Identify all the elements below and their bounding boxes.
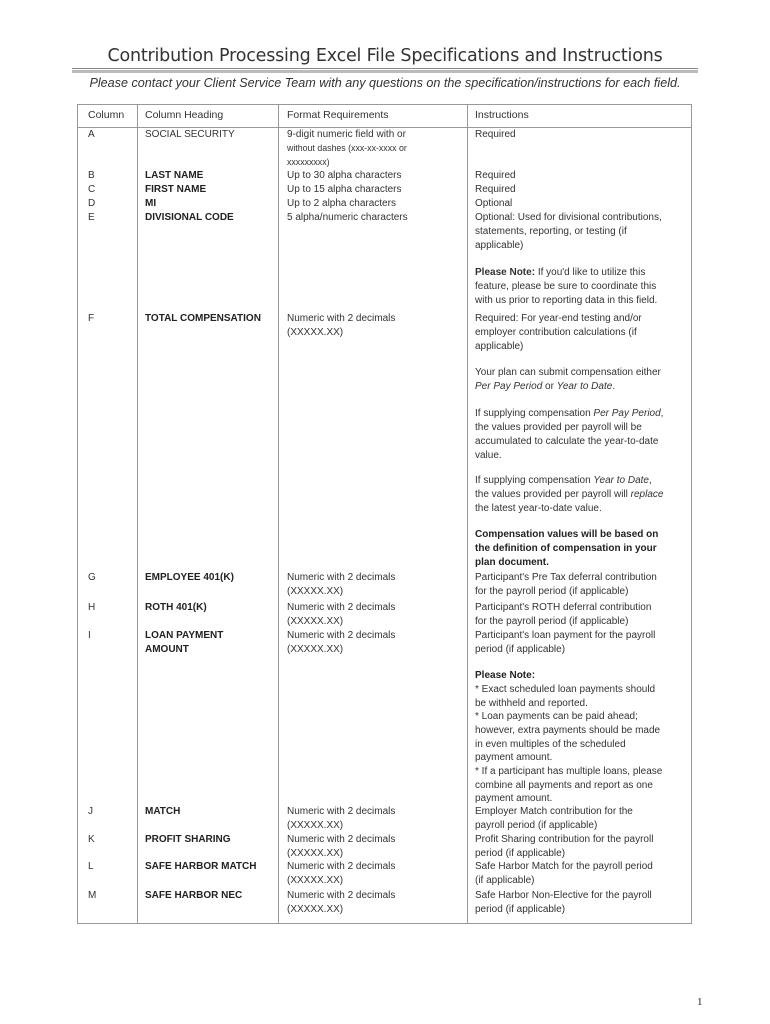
- row-k-instructions: Profit Sharing contribution for the payroll: [475, 834, 654, 845]
- title-rule-thick: [72, 70, 698, 73]
- row-d-format: Up to 2 alpha characters: [287, 198, 396, 209]
- row-a-format: xxxxxxxxx): [287, 157, 330, 167]
- text: If supplying compensation: [475, 475, 594, 486]
- header-column-heading: Column Heading: [145, 109, 224, 121]
- column-divider: [278, 105, 279, 923]
- row-j-instructions: payroll period (if applicable): [475, 820, 598, 831]
- row-f-paragraph: [475, 380, 615, 394]
- title-rule: [72, 68, 698, 69]
- row-j-format: Numeric with 2 decimals: [287, 806, 396, 817]
- row-j-heading: MATCH: [145, 806, 181, 817]
- row-f-paragraph: Your plan can submit compensation either: [475, 367, 661, 378]
- row-i-note: * If a participant has multiple loans, please: [475, 766, 663, 777]
- row-e-note: [475, 266, 645, 280]
- row-f-paragraph: [475, 407, 663, 421]
- row-h-heading: ROTH 401(K): [145, 602, 207, 613]
- row-f-format: Numeric with 2 decimals: [287, 313, 396, 324]
- row-i-note: be withheld and reported.: [475, 698, 588, 709]
- row-f-paragraph: [475, 488, 663, 502]
- row-f-instructions: applicable): [475, 341, 524, 352]
- row-i-format: (XXXXX.XX): [287, 644, 344, 655]
- row-e-heading: DIVISIONAL CODE: [145, 212, 234, 223]
- row-f-bold-note: plan document.: [475, 557, 549, 568]
- row-i-heading: AMOUNT: [145, 644, 189, 655]
- row-i-column: I: [88, 630, 91, 641]
- row-g-column: G: [88, 572, 96, 583]
- row-h-format: Numeric with 2 decimals: [287, 602, 396, 613]
- row-g-format: (XXXXX.XX): [287, 586, 344, 597]
- row-b-format: Up to 30 alpha characters: [287, 170, 402, 181]
- row-l-format: Numeric with 2 decimals: [287, 861, 396, 872]
- row-k-instructions: period (if applicable): [475, 848, 566, 859]
- row-a-format: 9-digit numeric field with or: [287, 129, 406, 140]
- italic-text: Year to Date: [556, 381, 613, 392]
- header-column: Column: [88, 109, 125, 121]
- row-k-heading: PROFIT SHARING: [145, 834, 231, 845]
- row-c-column: C: [88, 184, 96, 195]
- italic-text: Year to Date: [593, 475, 649, 486]
- row-c-format: Up to 15 alpha characters: [287, 184, 402, 195]
- column-divider: [137, 105, 138, 923]
- row-e-instructions: statements, reporting, or testing (if: [475, 226, 627, 237]
- row-f-paragraph: the latest year-to-date value.: [475, 503, 602, 514]
- row-l-column: L: [88, 861, 94, 872]
- text: If supplying compensation: [475, 408, 594, 419]
- row-i-instructions: period (if applicable): [475, 644, 566, 655]
- note-text: If you'd like to utilize this: [537, 267, 646, 278]
- row-f-heading: TOTAL COMPENSATION: [145, 313, 261, 324]
- row-h-instructions: for the payroll period (if applicable): [475, 616, 629, 627]
- row-l-format: (XXXXX.XX): [287, 875, 344, 886]
- row-l-heading: SAFE HARBOR MATCH: [145, 861, 257, 872]
- row-l-instructions: Safe Harbor Match for the payroll period: [475, 861, 653, 872]
- row-j-column: J: [88, 806, 93, 817]
- row-f-paragraph: accumulated to calculate the year-to-date: [475, 436, 659, 447]
- row-e-note: with us prior to reporting data in this field.: [475, 295, 658, 306]
- italic-text: replace: [630, 489, 664, 500]
- row-i-note: * Exact scheduled loan payments should: [475, 684, 656, 695]
- text: or: [542, 381, 557, 392]
- row-d-instructions: Optional: [475, 198, 513, 209]
- page-number: 1: [697, 996, 703, 1008]
- row-f-bold-note: the definition of compensation in your: [475, 543, 657, 554]
- row-b-instructions: Required: [475, 170, 516, 181]
- row-l-instructions: (if applicable): [475, 875, 535, 886]
- row-i-note: in even multiples of the scheduled: [475, 739, 626, 750]
- row-f-format: (XXXXX.XX): [287, 327, 344, 338]
- row-e-instructions: applicable): [475, 240, 524, 251]
- row-g-heading: EMPLOYEE 401(K): [145, 572, 234, 583]
- row-e-format: 5 alpha/numeric characters: [287, 212, 408, 223]
- row-f-paragraph: [475, 474, 652, 488]
- row-m-column: M: [88, 890, 97, 901]
- row-h-column: H: [88, 602, 96, 613]
- row-f-paragraph: the values provided per payroll will be: [475, 422, 642, 433]
- row-a-instructions: Required: [475, 129, 516, 140]
- row-e-instructions: Optional: Used for divisional contributions,: [475, 212, 662, 223]
- row-c-instructions: Required: [475, 184, 516, 195]
- italic-text: Per Pay Period: [475, 381, 543, 392]
- row-m-instructions: Safe Harbor Non-Elective for the payroll: [475, 890, 652, 901]
- row-f-instructions: employer contribution calculations (if: [475, 327, 637, 338]
- row-a-heading: SOCIAL SECURITY: [145, 129, 235, 140]
- row-m-format: (XXXXX.XX): [287, 904, 344, 915]
- row-i-note: however, extra payments should be made: [475, 725, 661, 736]
- row-i-note-label: Please Note:: [475, 670, 536, 681]
- row-f-bold-note: Compensation values will be based on: [475, 529, 659, 540]
- row-a-format: without dashes (xxx-xx-xxxx or: [287, 143, 407, 153]
- column-divider: [467, 105, 468, 923]
- row-i-instructions: Participant's loan payment for the payroll: [475, 630, 656, 641]
- note-label: Please Note:: [475, 267, 536, 278]
- row-e-column: E: [88, 212, 95, 223]
- row-h-format: (XXXXX.XX): [287, 616, 344, 627]
- row-k-column: K: [88, 834, 95, 845]
- row-g-instructions: Participant's Pre Tax deferral contribution: [475, 572, 657, 583]
- row-f-instructions: Required: For year-end testing and/or: [475, 313, 642, 324]
- row-e-note: feature, please be sure to coordinate this: [475, 281, 657, 292]
- document-subtitle: Please contact your Client Service Team with any questions on the specification/instructions for each field.: [89, 76, 681, 90]
- text: the values provided per payroll will: [475, 489, 631, 500]
- row-g-instructions: for the payroll period (if applicable): [475, 586, 629, 597]
- row-c-heading: FIRST NAME: [145, 184, 207, 195]
- row-m-instructions: period (if applicable): [475, 904, 566, 915]
- row-f-column: F: [88, 313, 95, 324]
- row-m-heading: SAFE HARBOR NEC: [145, 890, 243, 901]
- document-title: Contribution Processing Excel File Specifications and Instructions: [107, 46, 663, 66]
- row-g-format: Numeric with 2 decimals: [287, 572, 396, 583]
- header-format-requirements: Format Requirements: [287, 109, 389, 121]
- specification-table: [77, 104, 692, 924]
- text: .: [612, 381, 616, 392]
- row-f-paragraph: value.: [475, 450, 502, 461]
- row-k-format: (XXXXX.XX): [287, 848, 344, 859]
- row-h-instructions: Participant's ROTH deferral contribution: [475, 602, 652, 613]
- row-b-heading: LAST NAME: [145, 170, 204, 181]
- row-i-note: combine all payments and report as one: [475, 780, 653, 791]
- text: ,: [660, 408, 664, 419]
- row-m-format: Numeric with 2 decimals: [287, 890, 396, 901]
- row-d-column: D: [88, 198, 96, 209]
- row-i-heading: LOAN PAYMENT: [145, 630, 224, 641]
- row-a-column: A: [88, 129, 95, 140]
- header-instructions: Instructions: [475, 109, 529, 121]
- italic-text: Per Pay Period: [593, 408, 661, 419]
- row-j-instructions: Employer Match contribution for the: [475, 806, 633, 817]
- row-i-format: Numeric with 2 decimals: [287, 630, 396, 641]
- row-i-note: payment amount.: [475, 793, 553, 804]
- row-d-heading: MI: [145, 198, 157, 209]
- text: ,: [649, 475, 652, 486]
- row-i-note: * Loan payments can be paid ahead;: [475, 711, 638, 722]
- row-b-column: B: [88, 170, 95, 181]
- row-i-note: payment amount.: [475, 752, 553, 763]
- row-k-format: Numeric with 2 decimals: [287, 834, 396, 845]
- row-j-format: (XXXXX.XX): [287, 820, 344, 831]
